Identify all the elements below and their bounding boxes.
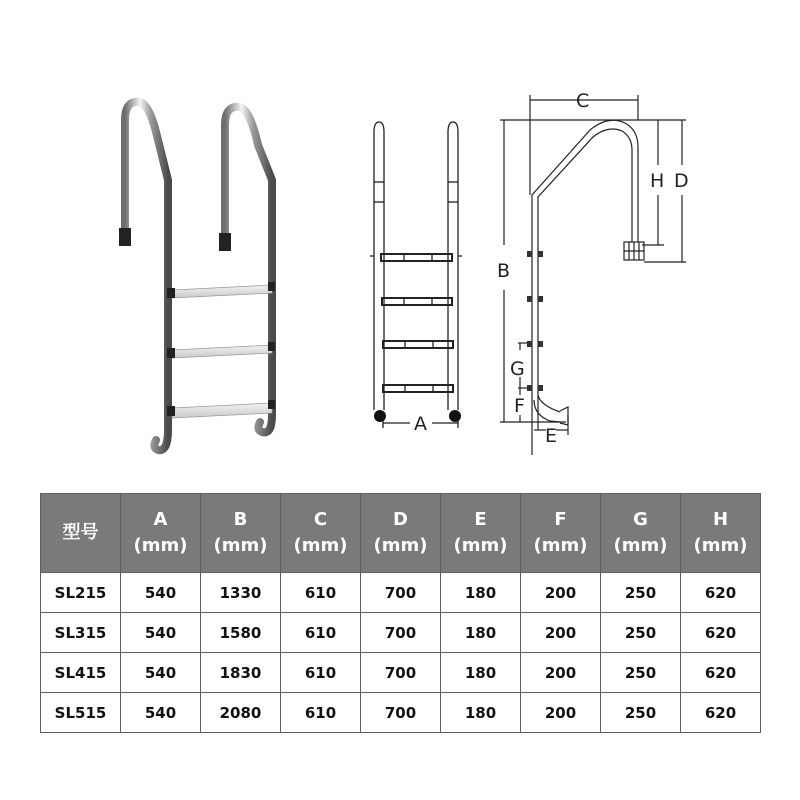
ladder-photo — [100, 80, 300, 460]
header-b — [201, 494, 281, 573]
cell-model: SL315 — [41, 613, 121, 653]
cell-e: 180 — [441, 693, 521, 733]
cell-h: 620 — [681, 613, 761, 653]
cell-a: 540 — [121, 653, 201, 693]
cell-d: 700 — [361, 613, 441, 653]
header-unit: (mm) — [293, 535, 348, 556]
cell-model: SL515 — [41, 693, 121, 733]
cell-a: 540 — [121, 693, 201, 733]
cell-b: 2080 — [201, 693, 281, 733]
header-e — [441, 494, 521, 573]
header-label: H — [712, 509, 729, 530]
table-row — [41, 693, 761, 733]
dim-label-e: E — [545, 425, 558, 447]
header-unit: (mm) — [693, 535, 748, 556]
dim-label-b: B — [497, 260, 511, 282]
header-label: F — [554, 509, 567, 530]
cell-g: 250 — [601, 573, 681, 613]
header-c — [281, 494, 361, 573]
cell-c: 610 — [281, 653, 361, 693]
header-unit: (mm) — [533, 535, 588, 556]
header-label: D — [393, 509, 408, 530]
dim-label-d: D — [674, 170, 689, 192]
header-f — [521, 494, 601, 573]
cell-e: 180 — [441, 573, 521, 613]
cell-c: 610 — [281, 573, 361, 613]
dim-label-h: H — [650, 170, 665, 192]
cell-f: 200 — [521, 573, 601, 613]
cell-f: 200 — [521, 653, 601, 693]
header-unit: (mm) — [453, 535, 508, 556]
dim-label-a: A — [414, 413, 427, 435]
header-label: B — [233, 509, 248, 530]
dim-label-g: G — [510, 358, 525, 380]
dim-label-f: F — [514, 395, 525, 417]
cell-g: 250 — [601, 653, 681, 693]
cell-d: 700 — [361, 693, 441, 733]
cell-h: 620 — [681, 653, 761, 693]
header-a — [121, 494, 201, 573]
header-label: 型号 — [62, 522, 99, 543]
cell-g: 250 — [601, 613, 681, 653]
table-row — [41, 573, 761, 613]
header-h — [681, 494, 761, 573]
cell-g: 250 — [601, 693, 681, 733]
spec-table — [40, 493, 761, 733]
cell-d: 700 — [361, 653, 441, 693]
cell-d: 700 — [361, 573, 441, 613]
header-label: A — [153, 509, 168, 530]
header-unit: (mm) — [133, 535, 188, 556]
front-view-drawing — [360, 110, 490, 450]
header-d — [361, 494, 441, 573]
cell-a: 540 — [121, 613, 201, 653]
cell-e: 180 — [441, 653, 521, 693]
header-unit: (mm) — [213, 535, 268, 556]
cell-h: 620 — [681, 693, 761, 733]
cell-c: 610 — [281, 693, 361, 733]
header-unit: (mm) — [613, 535, 668, 556]
cell-f: 200 — [521, 613, 601, 653]
table-row — [41, 653, 761, 693]
header-label: E — [474, 509, 487, 530]
header-label: G — [633, 509, 648, 530]
cell-b: 1830 — [201, 653, 281, 693]
side-view-drawing — [490, 85, 700, 455]
cell-model: SL215 — [41, 573, 121, 613]
cell-c: 610 — [281, 613, 361, 653]
cell-b: 1330 — [201, 573, 281, 613]
dim-label-c: C — [576, 90, 590, 112]
header-model — [41, 494, 121, 573]
table-row — [41, 613, 761, 653]
cell-model: SL415 — [41, 653, 121, 693]
cell-f: 200 — [521, 693, 601, 733]
cell-h: 620 — [681, 573, 761, 613]
cell-e: 180 — [441, 613, 521, 653]
table-header-row — [41, 494, 761, 573]
header-g — [601, 494, 681, 573]
header-label: C — [313, 509, 328, 530]
cell-a: 540 — [121, 573, 201, 613]
header-unit: (mm) — [373, 535, 428, 556]
cell-b: 1580 — [201, 613, 281, 653]
